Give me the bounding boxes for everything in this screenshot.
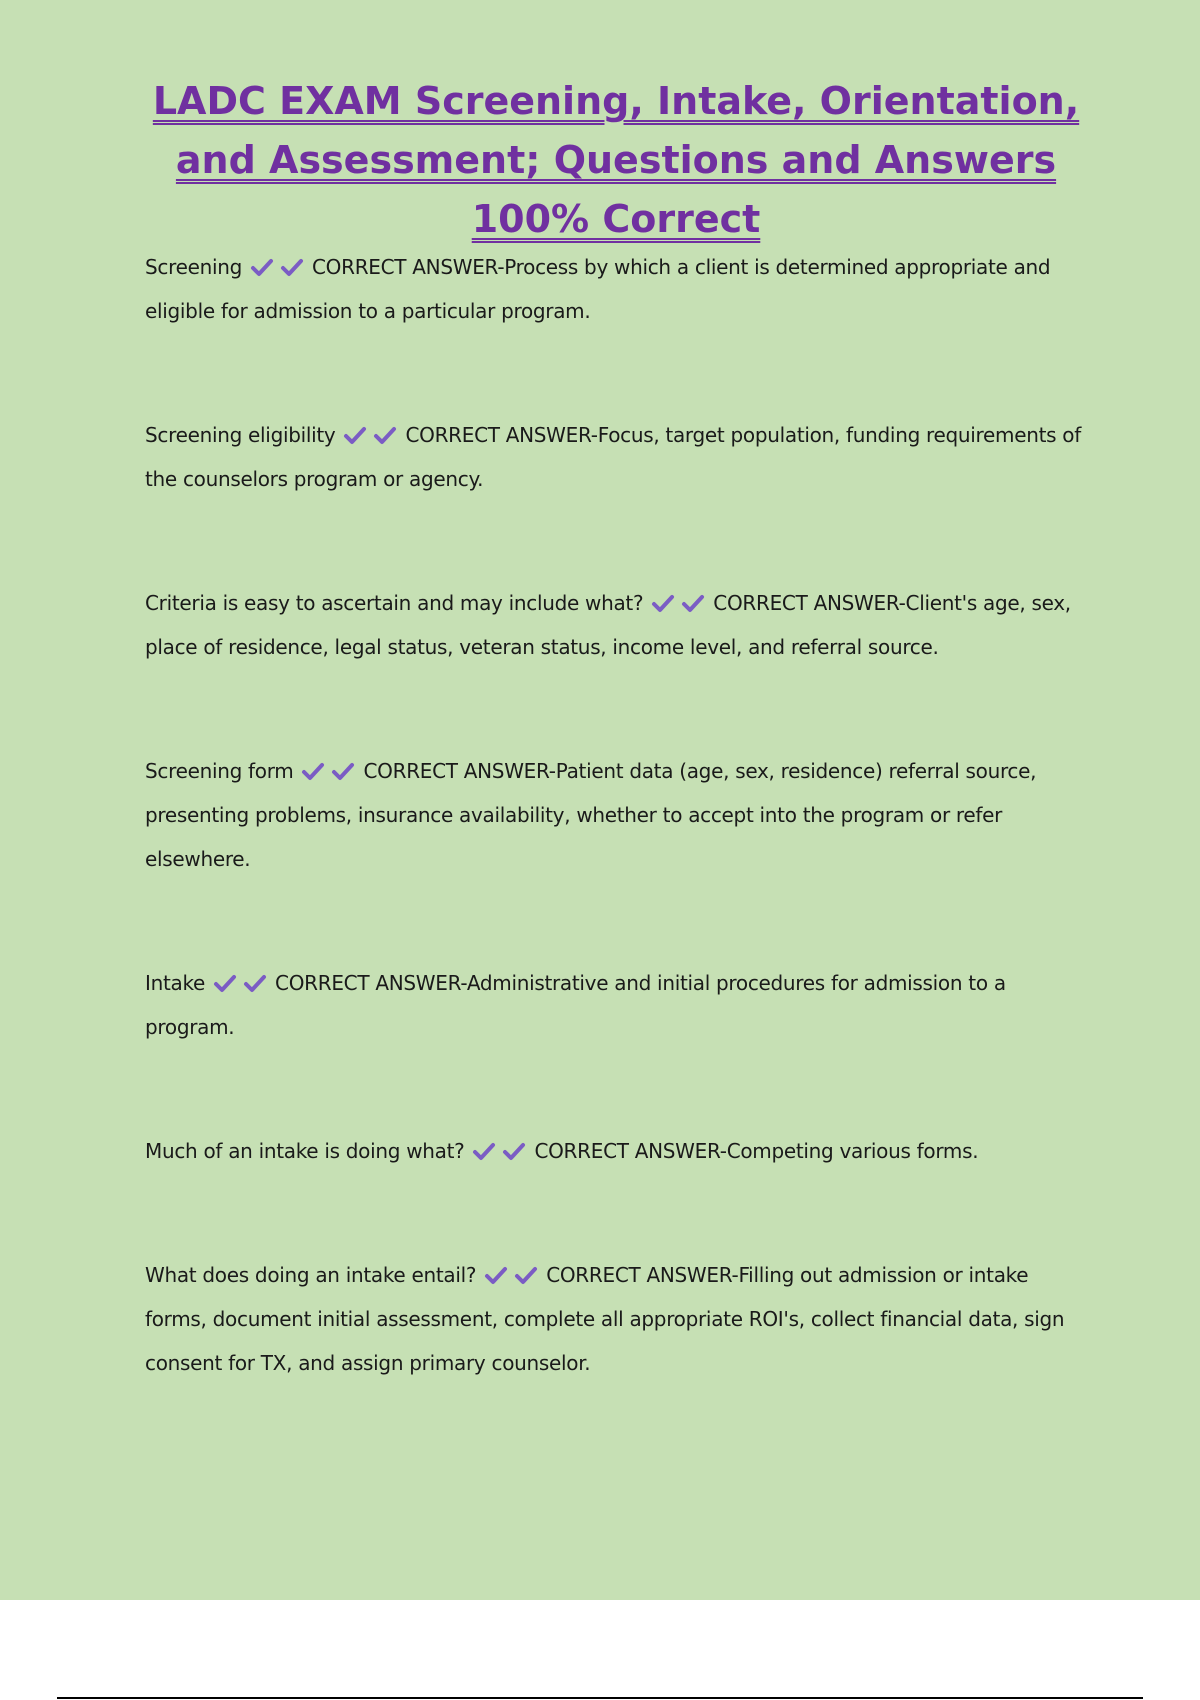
double-check-icon: [484, 1265, 540, 1287]
answer-text: Competing various forms.: [726, 1139, 979, 1163]
qa-item-criteria: Criteria is easy to ascertain and may include what? CORRECT ANSWER-Client's age, sex, place of residence, legal status, veteran status, income level, and referral source.: [145, 591, 1071, 659]
footer-divider: [57, 1697, 1143, 1699]
double-check-icon: [250, 257, 306, 279]
qa-item-screening: Screening CORRECT ANSWER-Process by which a client is determined appropriate and eligible for admission to a particular program.: [145, 255, 1051, 323]
question-text: Screening form: [145, 759, 294, 783]
answer-text: Filling out admission or intake forms, document initial assessment, complete all appropriate ROI's, collect financial data, sign consent for TX, and assign primary counselor.: [145, 1263, 1065, 1375]
question-text: What does doing an intake entail?: [145, 1263, 477, 1287]
question-text: Much of an intake is doing what?: [145, 1139, 465, 1163]
answer-text: Focus, target population, funding requirements of the counselors program or agency.: [145, 423, 1081, 491]
answer-text: Client's age, sex, place of residence, legal status, veteran status, income level, and referral source.: [145, 591, 1071, 659]
answer-marker: CORRECT ANSWER: [312, 255, 498, 279]
question-text: Screening eligibility: [145, 423, 336, 447]
qa-item-intake-forms: Much of an intake is doing what? CORRECT ANSWER-Competing various forms.: [145, 1139, 979, 1163]
question-text: Criteria is easy to ascertain and may include what?: [145, 591, 644, 615]
answer-marker: CORRECT ANSWER: [546, 1263, 732, 1287]
qa-item-intake: Intake CORRECT ANSWER-Administrative and initial procedures for admission to a program.: [145, 971, 1006, 1039]
qa-item-screening-eligibility: Screening eligibility CORRECT ANSWER-Focus, target population, funding requirements of the counselors program or agency.: [145, 423, 1081, 491]
double-check-icon: [472, 1141, 528, 1163]
answer-marker: CORRECT ANSWER: [363, 759, 549, 783]
answer-marker: CORRECT ANSWER: [275, 971, 461, 995]
question-text: Intake: [145, 971, 206, 995]
double-check-icon: [213, 973, 269, 995]
qa-list: [145, 245, 1085, 1385]
double-check-icon: [651, 593, 707, 615]
question-text: Screening: [145, 255, 242, 279]
answer-marker: CORRECT ANSWER: [713, 591, 899, 615]
double-check-icon: [301, 761, 357, 783]
answer-text: Administrative and initial procedures for admission to a program.: [145, 971, 1006, 1039]
answer-marker: CORRECT ANSWER: [405, 423, 591, 447]
answer-text: Process by which a client is determined appropriate and eligible for admission to a particular program.: [145, 255, 1051, 323]
document-title: LADC EXAM Screening, Intake, Orientation, and Assessment; Questions and Answers 100% Correct: [152, 79, 1080, 241]
qa-item-screening-form: Screening form CORRECT ANSWER-Patient data (age, sex, residence) referral source, presenting problems, insurance availability, whether to accept into the program or refer elsewhere.: [145, 759, 1037, 871]
answer-text: Patient data (age, sex, residence) referral source, presenting problems, insurance availability, whether to accept into the program or refer elsewhere.: [145, 759, 1037, 871]
answer-marker: CORRECT ANSWER: [534, 1139, 720, 1163]
double-check-icon: [343, 425, 399, 447]
qa-item-intake-entail: What does doing an intake entail? CORRECT ANSWER-Filling out admission or intake forms, document initial assessment, complete all appropriate ROI's, collect financial data, sign consent for TX, and assign primary counselor.: [145, 1263, 1065, 1375]
